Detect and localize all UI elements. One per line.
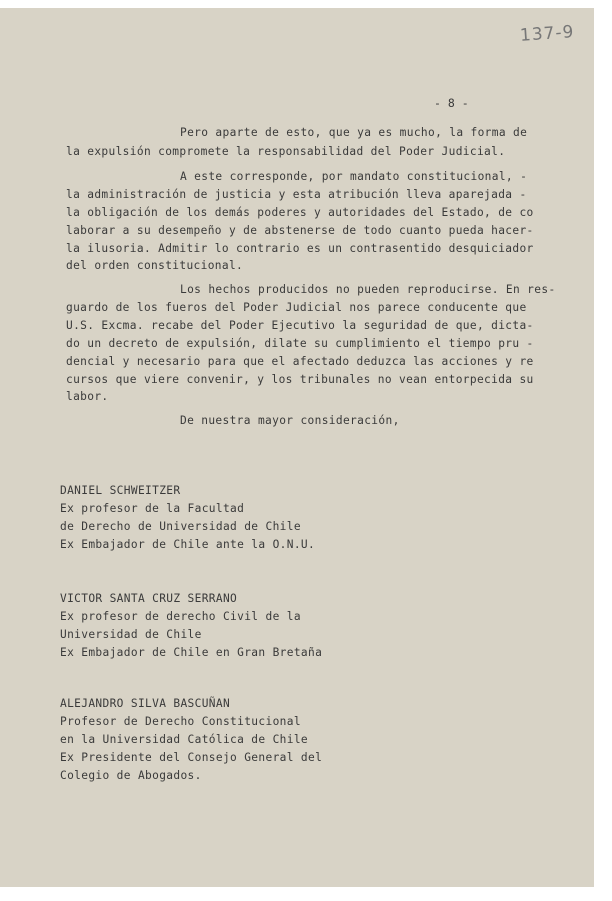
handwritten-reference: 137-9	[519, 22, 576, 46]
paragraph-2-line-1: A este corresponde, por mandato constitucional, -	[180, 170, 528, 183]
scan-border-bottom	[0, 887, 612, 901]
signatory-1-title-line: de Derecho de Universidad de Chile	[60, 520, 301, 533]
signatory-2-name: VICTOR SANTA CRUZ SERRANO	[60, 592, 238, 605]
signatory-2-title-line: Ex Embajador de Chile en Gran Bretaña	[60, 646, 323, 659]
signatory-3-title-line: Ex Presidente del Consejo General del	[60, 751, 323, 764]
scan-border-right	[594, 0, 612, 901]
paragraph-3-line-7: labor.	[66, 390, 109, 403]
paragraph-1-line-2: la expulsión compromete la responsabilidad del Poder Judicial.	[66, 145, 506, 158]
signatory-3-title-line: Profesor de Derecho Constitucional	[60, 715, 301, 728]
signatory-2-title-line: Ex profesor de derecho Civil de la	[60, 610, 301, 623]
signatory-1-title-line: Ex Embajador de Chile ante la O.N.U.	[60, 538, 316, 551]
paragraph-2-line-2: la administración de justicia y esta atribución lleva aparejada -	[66, 188, 527, 201]
scan-border-top	[0, 0, 612, 8]
paragraph-3-line-2: guardo de los fueros del Poder Judicial nos parece conducente que	[66, 301, 527, 314]
signatory-3-name: ALEJANDRO SILVA BASCUÑAN	[60, 697, 231, 710]
paragraph-3-line-3: U.S. Excma. recabe del Poder Ejecutivo la seguridad de que, dicta-	[66, 319, 534, 332]
page-number: - 8 -	[434, 96, 469, 110]
paragraph-3-line-5: dencial y necesario para que el afectado deduzca las acciones y re	[66, 355, 534, 368]
signatory-1-name: DANIEL SCHWEITZER	[60, 484, 181, 497]
paragraph-2-line-3: la obligación de los demás poderes y autoridades del Estado, de co	[66, 206, 534, 219]
signatory-3-title-line: en la Universidad Católica de Chile	[60, 733, 308, 746]
paragraph-3-line-6: cursos que viere convenir, y los tribunales no vean entorpecida su	[66, 373, 534, 386]
paragraph-1-line-1: Pero aparte de esto, que ya es mucho, la forma de	[180, 126, 528, 139]
signatory-3-title-line: Colegio de Abogados.	[60, 769, 202, 782]
paragraph-2-line-5: la ilusoria. Admitir lo contrario es un contrasentido desquiciador	[66, 242, 534, 255]
paragraph-2-line-4: laborar a su desempeño y de abstenerse de todo cuanto pueda hacer-	[66, 224, 534, 237]
closing-salutation: De nuestra mayor consideración,	[180, 414, 400, 427]
paragraph-3-line-4: do un decreto de expulsión, dilate su cumplimiento el tiempo pru -	[66, 337, 534, 350]
paragraph-3-line-1: Los hechos producidos no pueden reproducirse. En res-	[180, 283, 556, 296]
paragraph-2-line-6: del orden constitucional.	[66, 259, 244, 272]
signatory-2-title-line: Universidad de Chile	[60, 628, 202, 641]
signatory-1-title-line: Ex profesor de la Facultad	[60, 502, 245, 515]
